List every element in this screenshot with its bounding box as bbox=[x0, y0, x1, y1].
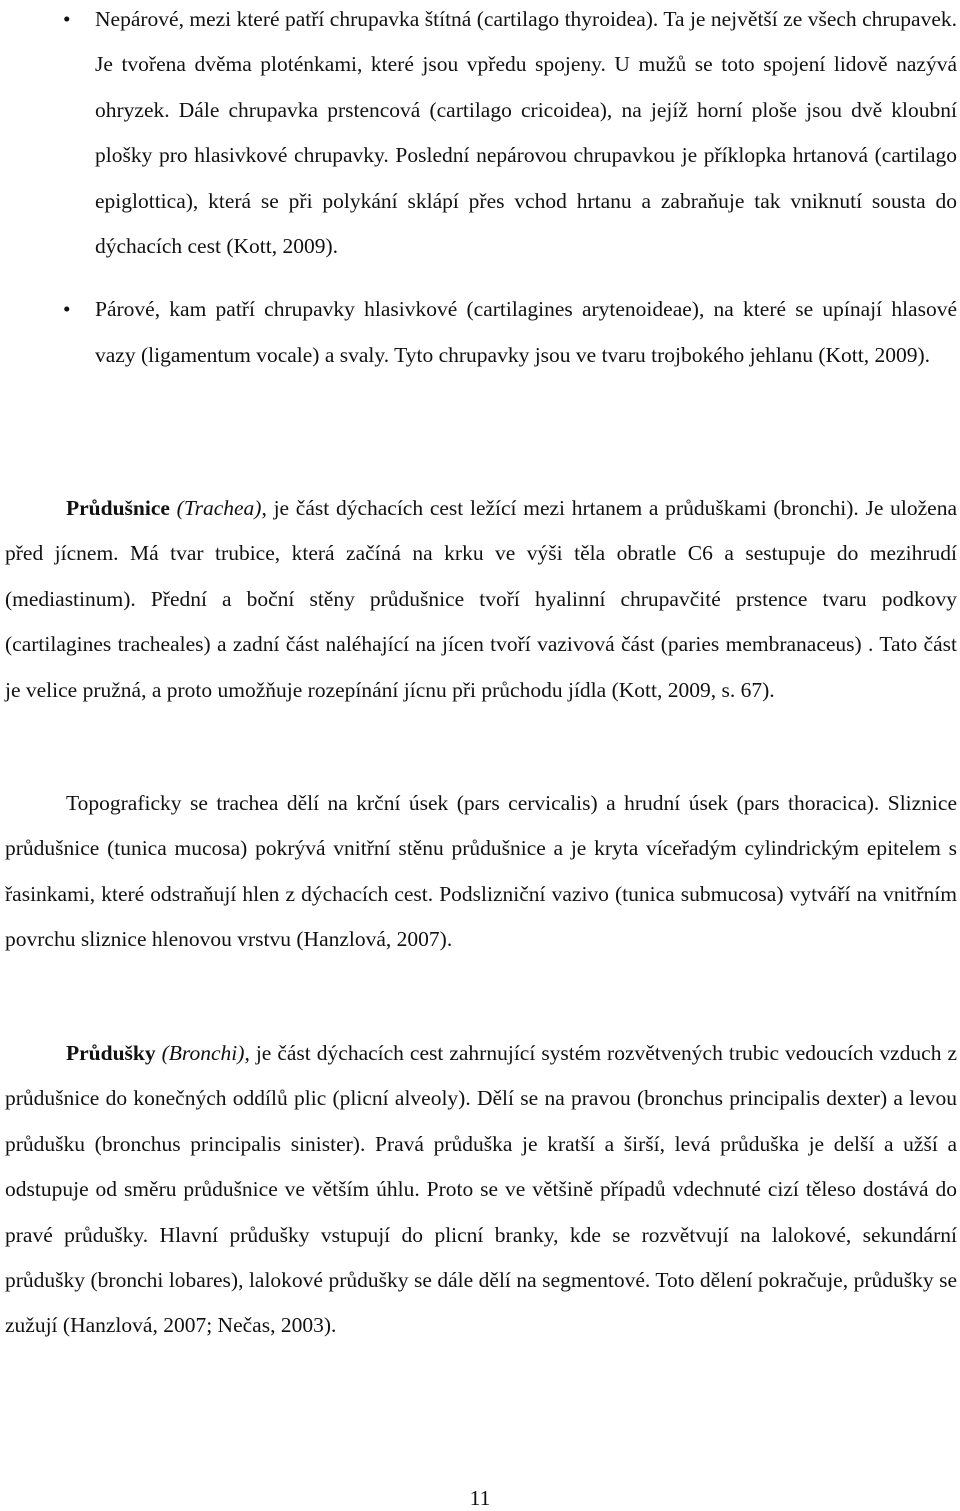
paragraph-text: Topograficky se trachea dělí na krční úsek (pars cervicalis) a hrudní úsek (pars thoracica). Sliznice průdušnice (tunica mucosa) pokrývá vnitřní stěnu průdušnice a je kryta víceřadým cylindrickým epitelem s řasinkami, které odstraňují hlen z dýchacích cest. Podslizniční vazivo (tunica submucosa) vytváří na vnitřním povrchu sliznice hlenovou vrstvu (Hanzlová, 2007). bbox=[5, 791, 957, 952]
page-number: 11 bbox=[469, 1486, 491, 1510]
term-heading: Průdušnice bbox=[66, 496, 170, 520]
term-heading: Průdušky bbox=[66, 1041, 156, 1065]
paragraph-text: , je část dýchacích cest zahrnující systém rozvětvených trubic vedoucích vzduch z průdušnice do konečných oddílů plic (plicní alveoly). Dělí se na pravou (bronchus principalis dexter) a levou průdušku (bronchus principalis sinister). Pravá průduška je kratší a širší, levá průduška je delší a užší a odstupuje od směru průdušnice ve větším úhlu. Proto se ve většině případů vdechnuté cizí těleso dostává do pravé průdušky. Hlavní průdušky vstupují do plicní branky, kde se rozvětvují na lalokové, sekundární průdušky (bronchi lobares), lalokové průdušky se dále dělí na segmentové. Toto dělení pokračuje, průdušky se zužují (Hanzlová, 2007; Nečas, 2003). bbox=[5, 1041, 957, 1338]
bullet-list bbox=[0, 0, 960, 378]
paragraph-text: , je část dýchacích cest ležící mezi hrtanem a průduškami (bronchi). Je uložena před jícnem. Má tvar trubice, která začíná na krku ve výši těla obratle C6 a sestupuje do mezihrudí (mediastinum). Přední a boční stěny průdušnice tvoří hyalinní chrupavčité prstence tvaru podkovy (cartilagines tracheales) a zadní část naléhající na jícen tvoří vazivová část (paries membranaceus) . Tato část je velice pružná, a proto umožňuje rozepínání jícnu při průchodu jídla (Kott, 2009, s. 67). bbox=[5, 496, 958, 702]
latin-term: (Trachea) bbox=[176, 496, 262, 520]
paragraph-trachea bbox=[5, 486, 957, 713]
paragraph-topography bbox=[5, 781, 957, 963]
bullet-item-neparove bbox=[0, 0, 960, 269]
bullet-item-parove bbox=[0, 287, 960, 378]
bullet-text: Nepárové, mezi které patří chrupavka štítná (cartilago thyroidea). Ta je největší ze všech chrupavek. Je tvořena dvěma ploténkami, které jsou vpředu spojeny. U mužů se toto spojení lidově nazývá ohryzek. Dále chrupavka prstencová (cartilago cricoidea), na jejíž horní ploše jsou dvě kloubní plošky pro hlasivkové chrupavky. Poslední nepárovou chrupavkou je příklopka hrtanová (cartilago epiglottica), která se při polykání sklápí přes vchod hrtanu a zabraňuje tak vniknutí sousta do dýchacích cest (Kott, 2009). bbox=[95, 7, 957, 259]
paragraph-bronchi bbox=[5, 1031, 957, 1349]
bullet-icon: • bbox=[63, 297, 71, 322]
bullet-text: Párové, kam patří chrupavky hlasivkové (cartilagines arytenoideae), na které se upínají hlasové vazy (ligamentum vocale) a svaly. Tyto chrupavky jsou ve tvaru trojbokého jehlanu (Kott, 2009). bbox=[95, 297, 957, 367]
bullet-icon: • bbox=[63, 7, 71, 31]
latin-term: (Bronchi) bbox=[161, 1041, 245, 1065]
